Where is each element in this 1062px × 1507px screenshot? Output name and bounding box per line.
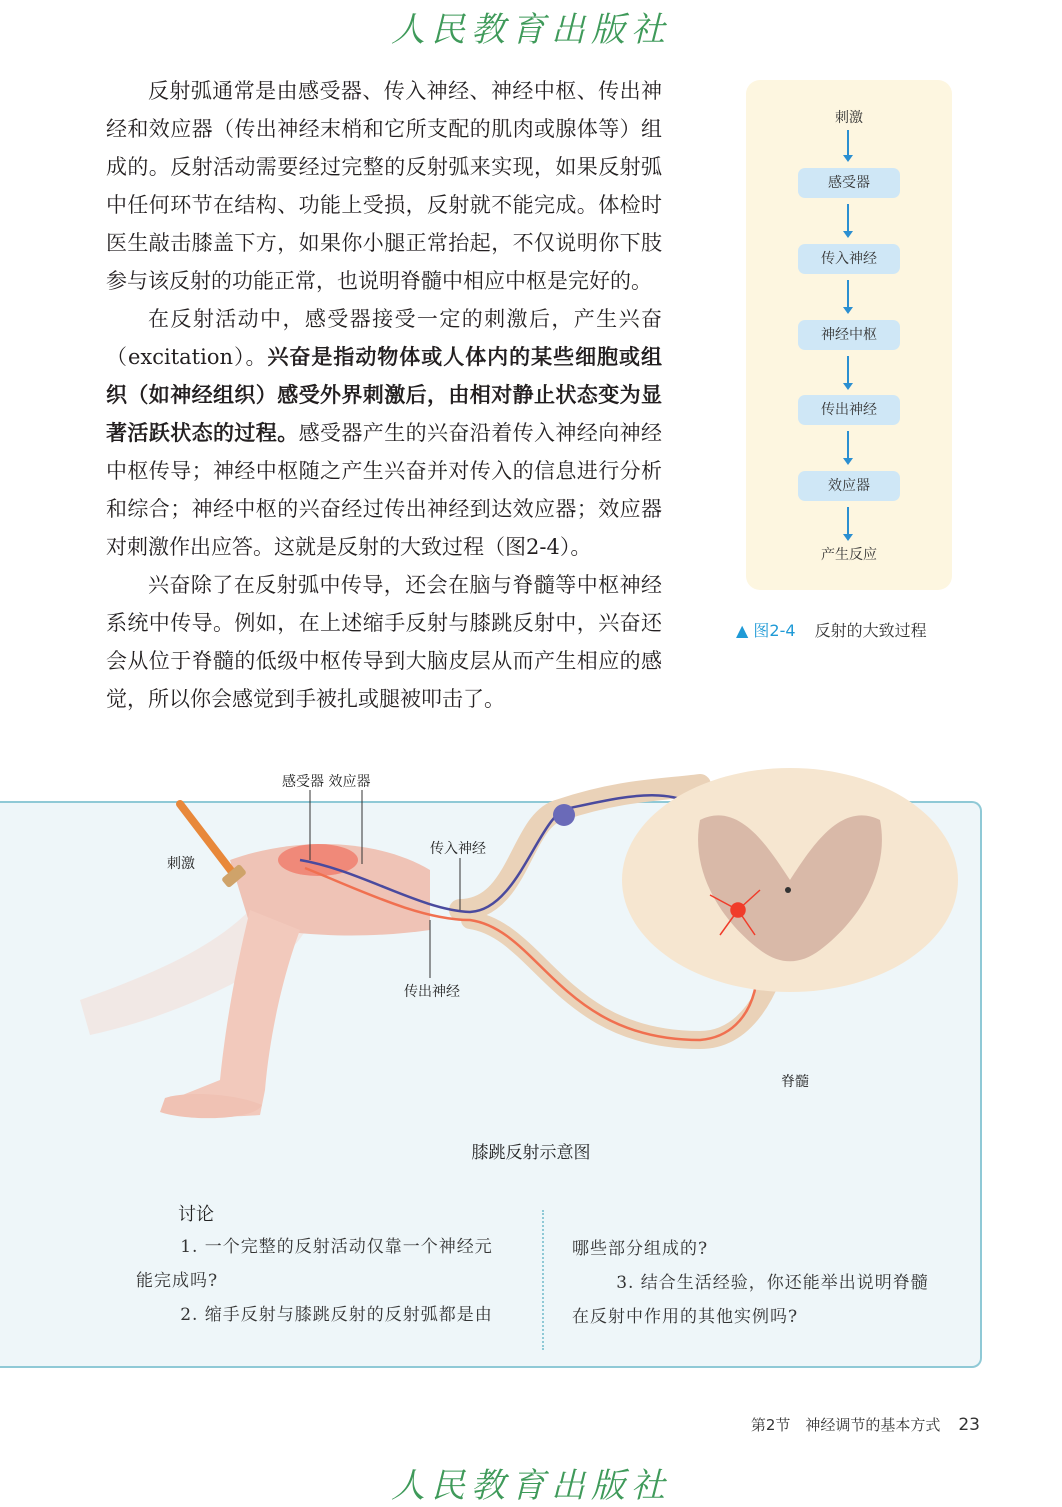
- paragraph-2-intro: 在反射活动中，感受器接受一定的刺激后，产生兴奋（excitation）。: [106, 307, 662, 369]
- discussion-divider: [542, 1210, 544, 1350]
- label-efferent-nerve: 传出神经: [404, 984, 460, 1000]
- flow-arrow: [847, 356, 849, 384]
- flow-arrow: [847, 431, 849, 459]
- caption-number: 图2-4: [753, 621, 796, 640]
- publisher-watermark-top: 人民教育出版社: [391, 10, 671, 50]
- label-spinal-cord: 脊髓: [781, 1074, 809, 1090]
- knee-jerk-illustration: [0, 760, 1062, 1120]
- caption-text: 反射的大致过程: [814, 621, 927, 640]
- flow-node-efferent: 传出神经: [798, 395, 900, 425]
- flow-node-receptor: 感受器: [798, 168, 900, 198]
- caption-triangle-icon: ▲: [736, 621, 749, 640]
- question-3-line-2: 在反射中作用的其他实例吗?: [572, 1307, 799, 1327]
- flow-start: 刺激: [835, 110, 863, 126]
- paragraph-2-rest: 感受器产生的兴奋沿着传入神经向神经中枢传导；神经中枢随之产生兴奋并对传入的信息进行分析和综合；神经中枢的兴奋经过传出神经到达效应器；效应器对刺激作出应答。这就是反射的大致过程（图2-4）。: [106, 421, 663, 559]
- discussion-title: 讨论: [178, 1204, 214, 1225]
- excitation-definition: 兴奋是指动物体或人体内的某些细胞或组织（如神经组织）感受外界刺激后，由相对静止状态变为显著活跃状态的过程。: [106, 345, 663, 445]
- flow-end: 产生反应: [821, 547, 877, 563]
- central-canal: [785, 887, 791, 893]
- publisher-watermark-bottom: 人民教育出版社: [391, 1466, 671, 1506]
- question-3-line-1: 3. 结合生活经验，你还能举出说明脊髓: [616, 1273, 929, 1293]
- paragraph-2: [106, 300, 662, 566]
- label-receptor-effector: 感受器 效应器: [282, 774, 371, 790]
- question-2-line-2: 哪些部分组成的?: [572, 1239, 709, 1259]
- figure-caption: [736, 618, 927, 641]
- flow-arrow: [847, 130, 849, 156]
- ganglion: [553, 804, 575, 826]
- flow-arrow: [847, 507, 849, 535]
- illustration-title: 膝跳反射示意图: [471, 1143, 591, 1163]
- discussion-column-right: [572, 1232, 952, 1334]
- page-number: 23: [958, 1415, 980, 1435]
- label-afferent-nerve: 传入神经: [430, 841, 486, 857]
- flow-node-afferent: 传入神经: [798, 244, 900, 274]
- body-text: [106, 72, 662, 718]
- paragraph-3: 兴奋除了在反射弧中传导，还会在脑与脊髓等中枢神经系统中传导。例如，在上述缩手反射与膝跳反射中，兴奋还会从位于脊髓的低级中枢传导到大脑皮层从而产生相应的感觉，所以你会感觉到手被扎或腿被叩击了。: [106, 573, 662, 711]
- flow-node-effector: 效应器: [798, 471, 900, 501]
- flow-arrow: [847, 204, 849, 232]
- question-1-line-1: 1. 一个完整的反射活动仅靠一个神经元: [180, 1237, 493, 1257]
- question-1-line-2: 能完成吗?: [136, 1271, 219, 1291]
- flow-node-center: 神经中枢: [798, 320, 900, 350]
- flow-arrow: [847, 280, 849, 308]
- reflex-flow-chart: [746, 80, 952, 590]
- question-2-line-1: 2. 缩手反射与膝跳反射的反射弧都是由: [180, 1305, 493, 1325]
- paragraph-1: 反射弧通常是由感受器、传入神经、神经中枢、传出神经和效应器（传出神经末梢和它所支配的肌肉或腺体等）组成的。反射活动需要经过完整的反射弧来实现，如果反射弧中任何环节在结构、功能上受损，反射就不能完成。体检时医生敲击膝盖下方，如果你小腿正常抬起，不仅说明你下肢参与该反射的功能正常，也说明脊髓中相应中枢是完好的。: [106, 79, 662, 293]
- label-stimulus: 刺激: [167, 856, 195, 872]
- page-footer: [751, 1414, 980, 1435]
- footer-section: 第2节 神经调节的基本方式: [750, 1416, 941, 1434]
- discussion-column-left: [136, 1230, 516, 1332]
